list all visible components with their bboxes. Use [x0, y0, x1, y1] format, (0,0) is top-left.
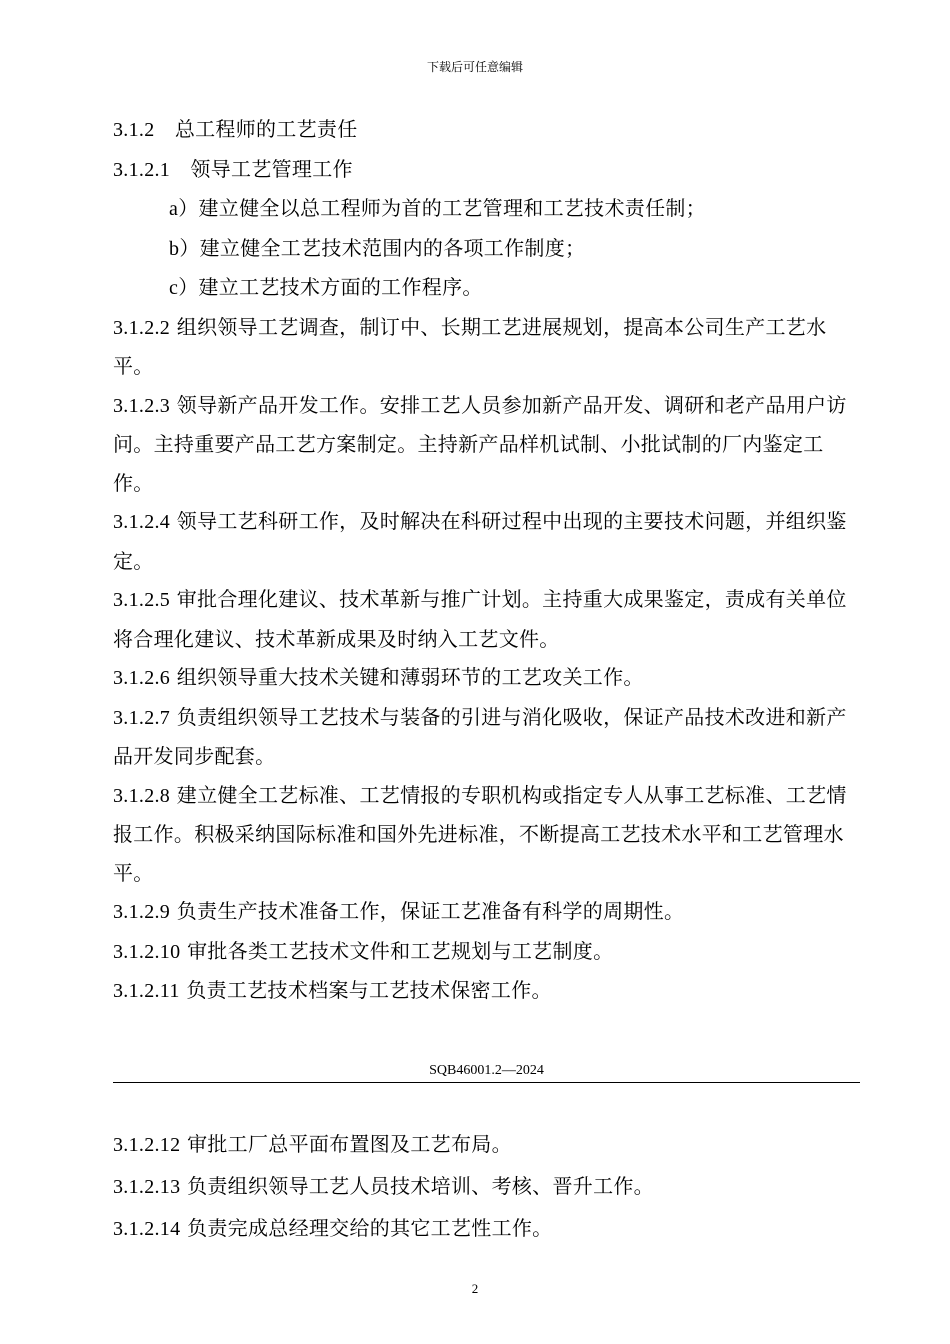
- page-header: 下载后可任意编辑: [426, 60, 523, 74]
- clause-paragraph: [113, 776, 859, 893]
- clause-text: 负责工艺技术档案与工艺技术保密工作。: [186, 978, 552, 1002]
- clause-number: 3.1.2.4: [113, 511, 171, 533]
- clause-paragraph: [113, 308, 859, 386]
- clause-text: 负责组织领导工艺人员技术培训、考核、晋升工作。: [187, 1174, 654, 1198]
- clause-number: 3.1.2.2: [113, 316, 171, 339]
- list-item: [113, 229, 859, 269]
- clause-text: 组织领导工艺调查，制订中、长期工艺进展规划，提高本公司生产工艺水平。: [113, 314, 827, 378]
- clause-text: 领导工艺科研工作，及时解决在科研过程中出现的主要技术问题，并组织鉴定。: [113, 509, 847, 573]
- section-divider: [113, 1082, 860, 1083]
- section-heading: [113, 110, 859, 150]
- clause-paragraph: [113, 1208, 859, 1250]
- clause-number: 3.1.2.12: [113, 1134, 181, 1156]
- standard-code: SQB46001.2—2024: [429, 1063, 544, 1078]
- list-item: [113, 189, 859, 229]
- list-item: [113, 268, 859, 308]
- clause-number: 3.1.2.14: [113, 1218, 181, 1240]
- clause-text: 领导工艺管理工作: [190, 156, 353, 181]
- clause-number: 3.1.2.13: [113, 1176, 181, 1198]
- clause-paragraph: [113, 1166, 859, 1208]
- clause-paragraph: [113, 1124, 859, 1166]
- clause-text: 审批合理化建议、技术革新与推广计划。主持重大成果鉴定，责成有关单位将合理化建议、技术革新成果及时纳入工艺文件。: [113, 587, 847, 651]
- clause-text: 审批各类工艺技术文件和工艺规划与工艺制度。: [187, 938, 614, 963]
- clause-number: 3.1.2.5: [113, 589, 171, 611]
- list-item-text: ）建立健全以总工程师为首的工艺管理和工艺技术责任制；: [178, 196, 706, 220]
- clause-paragraph: [113, 892, 859, 932]
- clause-text: 总工程师的工艺责任: [174, 117, 358, 141]
- list-marker: c: [169, 277, 179, 299]
- clause-number: 3.1.2.8: [113, 784, 171, 807]
- document-body-continued: [113, 1124, 859, 1250]
- list-marker: a: [169, 198, 179, 220]
- clause-paragraph: [113, 502, 859, 580]
- clause-number: 3.1.2.1: [113, 158, 171, 181]
- clause-paragraph: [113, 580, 859, 658]
- list-item-text: ）建立工艺技术方面的工作程序。: [178, 275, 483, 299]
- clause-paragraph: [113, 971, 859, 1011]
- clause-number: 3.1.2.3: [113, 394, 171, 417]
- clause-number: 3.1.2.10: [113, 940, 181, 963]
- clause-text: 审批工厂总平面布置图及工艺布局。: [187, 1132, 512, 1156]
- clause-paragraph: [113, 698, 859, 776]
- clause-number: 3.1.2.11: [113, 980, 180, 1002]
- subsection-heading: [113, 150, 859, 190]
- clause-number: 3.1.2.7: [113, 706, 171, 729]
- section-break: [113, 1062, 860, 1083]
- list-marker: b: [169, 237, 180, 260]
- clause-text: 负责组织领导工艺技术与装备的引进与消化吸收，保证产品技术改进和新产品开发同步配套。: [113, 704, 847, 768]
- clause-number: 3.1.2.9: [113, 901, 171, 923]
- clause-paragraph: [113, 932, 859, 972]
- document-body: [113, 110, 859, 1011]
- clause-paragraph: [113, 658, 859, 698]
- clause-number: 3.1.2.6: [113, 667, 171, 689]
- clause-text: 负责生产技术准备工作，保证工艺准备有科学的周期性。: [176, 899, 685, 923]
- clause-paragraph: [113, 386, 859, 503]
- clause-text: 负责完成总经理交给的其它工艺性工作。: [187, 1216, 553, 1240]
- clause-text: 建立健全工艺标准、工艺情报的专职机构或指定专人从事工艺标准、工艺情报工作。积极采纳国际标准和国外先进标准，不断提高工艺技术水平和工艺管理水平。: [113, 782, 847, 885]
- clause-text: 组织领导重大技术关键和薄弱环节的工艺攻关工作。: [176, 665, 644, 689]
- list-item-text: ）建立健全工艺技术范围内的各项工作制度；: [179, 235, 586, 260]
- page-number: 2: [471, 1281, 479, 1296]
- clause-number: 3.1.2: [113, 119, 155, 141]
- clause-text: 领导新产品开发工作。安排工艺人员参加新产品开发、调研和老产品用户访问。主持重要产品工艺方案制定。主持新产品样机试制、小批试制的厂内鉴定工作。: [113, 392, 847, 495]
